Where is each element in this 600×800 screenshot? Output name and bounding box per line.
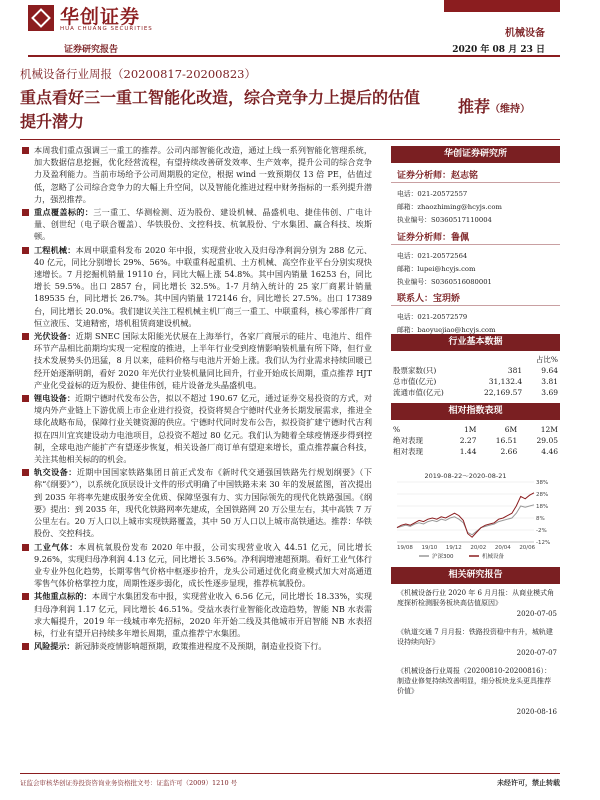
- analyst-2-license: 执业编号：S0360516080001: [397, 278, 492, 286]
- analyst-1-email[interactable]: 邮箱：zhaozhiming@hcyjs.com: [397, 203, 502, 211]
- table-row: 相对表现 1.44 2.66 4.46: [393, 447, 558, 456]
- bullet-construction-machinery: 工程机械：本周中联重科发布 2020 年中报，实现营业收入及归母净利润分别为 288 亿元、40 亿元，同比分别增长 29%、56%。中联重科起重机、土方机械、高空作业平台分别实现快速增长。7 月挖掘机销量 19110 台，同比大幅上涨 54.8%。其中国内销量 16253 台，同比增长 59.5%。出口 2857 台，同比增长 32.5%。1-7 月纳入统计的 25 家厂商累计销量 189535 台，同比增长 26.7%。其中国内销量 172146 台，同比增长 27.5%。出口 17389 台，同比增长 20.0%。我们建议关注工程机械主机厂商三一重工、中联重科，核心零部件厂商恒立液压、艾迪精密，塔机租赁商建设机械。: [20, 244, 372, 329]
- chart-x-tick: 20/04: [494, 545, 511, 551]
- report-type: 证券研究报告: [64, 45, 119, 55]
- table-row: 总市值(亿元) 31,132.4 3.81: [393, 377, 558, 386]
- related-reports-header: 相关研究报告: [391, 567, 560, 584]
- industry-pct-header: 占比%: [535, 355, 558, 364]
- chart-y-tick: 38%: [536, 480, 549, 486]
- chart-y-tick: -2%: [536, 528, 547, 534]
- analyst-1-divider: [391, 182, 560, 183]
- related-report-3-date: 2020-08-16: [516, 708, 557, 716]
- chart-x-tick: 20/06: [519, 545, 536, 551]
- industry-data-header: 行业基本数据: [391, 334, 560, 351]
- rating: [458, 94, 530, 117]
- related-report-2-date: 2020-07-07: [516, 649, 557, 657]
- report-date: 2020 年 08 月 23 日: [452, 45, 545, 55]
- rating-note: （维持）: [490, 104, 531, 115]
- report-title: 重点看好三一重工智能化改造，综合竞争力上提后的估值提升潜力: [20, 88, 421, 131]
- analyst-1-license: 执业编号：S0360517110004: [397, 216, 492, 224]
- chart-x-tick: 19/08: [397, 545, 413, 551]
- bullet-rail-equipment: 轨交设备：近期中国国家铁路集团日前正式发布《新时代交通强国铁路先行规划纲要》（下称“《纲要》”），以系统化顶层设计文件的形式明确了中国铁路未来 30 年的发展蓝图，首次提出到 2035 年将率先建成服务安全优质、保障坚强有力、实力国际领先的现代化铁路强国。《纲要》提出：到 2035 年，现代化铁路网率先建成，全国铁路网 20 万公里左右，其中高铁 7 万公里左右。20 万人口以上城市实现铁路覆盖，其中 50 万人口以上城市高铁通达。推荐：华铁股份、交控科技。: [20, 466, 372, 539]
- related-report-3[interactable]: 《机械设备行业周报（20200810-20200816）：制造业修复持续改善明显，细分板块龙头更具推荐价值》: [397, 667, 552, 695]
- related-report-1[interactable]: 《机械设备行业 2020 年 6 月月报：从商业模式角度探析检测服务板块高估值原因》: [397, 589, 555, 607]
- chart-x-tick: 20/02: [470, 545, 487, 551]
- contact-phone: 电话：021-20572579: [397, 313, 468, 321]
- report-body: [20, 144, 372, 653]
- analyst-1-name: 证券分析师：赵志铭: [397, 171, 479, 181]
- footer-license: 证监会审核华创证券投资咨询业务资格批文号：证监许可（2009）1210 号: [20, 779, 238, 787]
- company-logo-text: 华创证券: [60, 6, 141, 28]
- company-logo-english: HUA CHUANG SECURITIES: [60, 26, 153, 32]
- analyst-2-divider: [391, 244, 560, 245]
- bullet-battery-equipment: 锂电设备：近期宁德时代发布公告，拟以不超过 190.67 亿元，通过证券交易投资的方式，对境内外产业链上下游优质上市企业进行投资，投资将契合宁德时代业务长期发展需求，推进全球化战略布局，保障行业关键资源的供应。宁德时代同时发布公告，拟投资扩建宁德时代吉利拟在四川宜宾建设动力电池项目，总投资不超过 80 亿元。我们认为随着全球疫情逐步得到控制，全球电池产能扩产有望逐步恢复，相关设备厂商订单有望迎来增长，重点推荐赢合科技，关注其他相关标的的机会。: [20, 392, 372, 465]
- bullet-pv-equipment: 光伏设备：近期 SNEC 国际太阳能光伏展在上海举行，各家厂商展示的硅片、电池片、组件环节产品相比前期均实现一定程度的推进，上半年行业受到疫情影响装机量有所下降，但行业技术发展势头仍迅猛，8 月以来，硅料价格与电池片开始上涨。我们认为行业需求持续回暖已经开始逐渐明朗，看好 2020 年光伏行业装机量同比回升，行业开始成长周期，重点推荐 HJT 产业化受益标的迈为股份、捷佳伟创，硅片设备龙头晶盛机电。: [20, 330, 372, 391]
- chart-title: 2019-08-22～2020-08-21: [424, 472, 507, 480]
- bullet-other-targets: 其他重点标的：本周宁水集团发布中报，实现营业收入 6.56 亿元，同比增长 18.33%，实现归母净利润 1.17 亿元，同比增长 46.51%。受益水表行业智能化改造趋势，智能 NB 水表需求大幅提升，2019 年一线城市率先招标，2020 年开始二线及其他城市开启智能 NB 水表招标，行业有望开启持续多年增长周期，重点推荐宁水集团。: [20, 590, 372, 639]
- institute-header: 华创证券研究所: [391, 146, 560, 163]
- chart-legend-label: 沪深300: [432, 554, 454, 560]
- title-divider: [20, 139, 560, 140]
- chart-x-tick: 19/12: [445, 545, 462, 551]
- sector-label: 机械设备: [505, 28, 545, 39]
- chart-legend-label: 机械设备: [482, 554, 505, 560]
- relative-performance-header: 相对指数表现: [391, 403, 560, 420]
- relative-performance-chart: [391, 470, 560, 562]
- footer-divider: [20, 773, 560, 774]
- report-subtitle: 机械设备行业周报（20200817-20200823）: [20, 67, 256, 81]
- header-divider: [28, 55, 560, 57]
- table-row: 绝对表现 2.27 16.51 29.05: [393, 436, 558, 445]
- bullet-risk: 风险提示：新冠肺炎疫情影响超预期，政策推进程度不及预期，制造业投资下行。: [20, 640, 372, 652]
- industry-data-table: [391, 354, 560, 398]
- analyst-2-email[interactable]: 邮箱：lupei@hcyjs.com: [397, 265, 476, 273]
- contact-email[interactable]: 邮箱：baoyuejiao@hcyjs.com: [397, 326, 496, 334]
- header-accent-tab: [444, 0, 560, 12]
- analyst-2-phone: 电话：021-20572564: [397, 252, 468, 260]
- related-report-2[interactable]: 《轨道交通 7 月月报：铁路投资稳中有升，城轨建设持续向好》: [397, 628, 553, 646]
- chart-y-tick: 28%: [536, 492, 549, 498]
- rating-value: 推荐: [458, 97, 491, 116]
- chart-series-line: [397, 505, 534, 535]
- chart-y-tick: -12%: [536, 540, 551, 546]
- relative-performance-table: % 1M 6M 12M 绝对表现 2.27 16.51 29.05 相对表现 1.44 2.66 4.46: [393, 425, 558, 456]
- analyst-1-phone: 电话：021-20572557: [397, 190, 468, 198]
- bullet-coverage: 重点覆盖标的：三一重工、华测检测、迈为股份、建设机械、晶盛机电、捷佳伟创、广电计量、创世纪（电子联合覆盖）、华铁股份、文控科技、杭氧股份、宁水集团、赢合科技、埃斯顿。: [20, 206, 372, 243]
- related-report-1-date: 2020-07-05: [516, 610, 557, 618]
- bullet-summary: 本周我们重点强调三一重工的推荐。公司内部智能化改造，通过上线一系列智能化管理系统，加大数据信息挖掘，优化经营流程，有望持续改善研发效率、生产效率，提升公司的综合竞争力及盈利能力。当前市场给予公司周期股的定位，根据 wind 一致预期仅 13 倍 PE，估值过低，忽略了公司综合竞争力的大幅上升空间，以及智能化推进过程中财务指标的一系列提升潜力，强烈推荐。: [20, 144, 372, 205]
- table-row: 流通市值(亿元) 22,169.57 3.69: [393, 388, 558, 397]
- contact-name: 联系人：宝玥娇: [397, 294, 461, 304]
- bullet-industrial-gas: 工业气体：本周杭氧股份发布 2020 年中报，公司实现营业收入 44.51 亿元，同比增长 9.26%，实现归母净利润 4.13 亿元，同比增长 3.56%。净利润增速超预期。看好工业气体行业专业外包化趋势，长期零售气价格中枢逐步抬升，龙头公司通过优化商业模式加大对高通道零售气体价格掌控力度，周期性逐步弱化，成长性逐步显现，推荐杭氧股份。: [20, 541, 372, 590]
- chart-x-tick: 19/10: [421, 545, 438, 551]
- footer-copyright: 未经许可，禁止转载: [497, 778, 560, 787]
- analyst-2-name: 证券分析师：鲁佩: [397, 233, 470, 243]
- chart-y-tick: 8%: [536, 516, 545, 522]
- contact-divider: [391, 305, 560, 306]
- chart-series-line: [397, 493, 534, 537]
- table-row: 股票家数(只) 381 9.64: [393, 366, 558, 375]
- chart-y-tick: 18%: [536, 504, 549, 510]
